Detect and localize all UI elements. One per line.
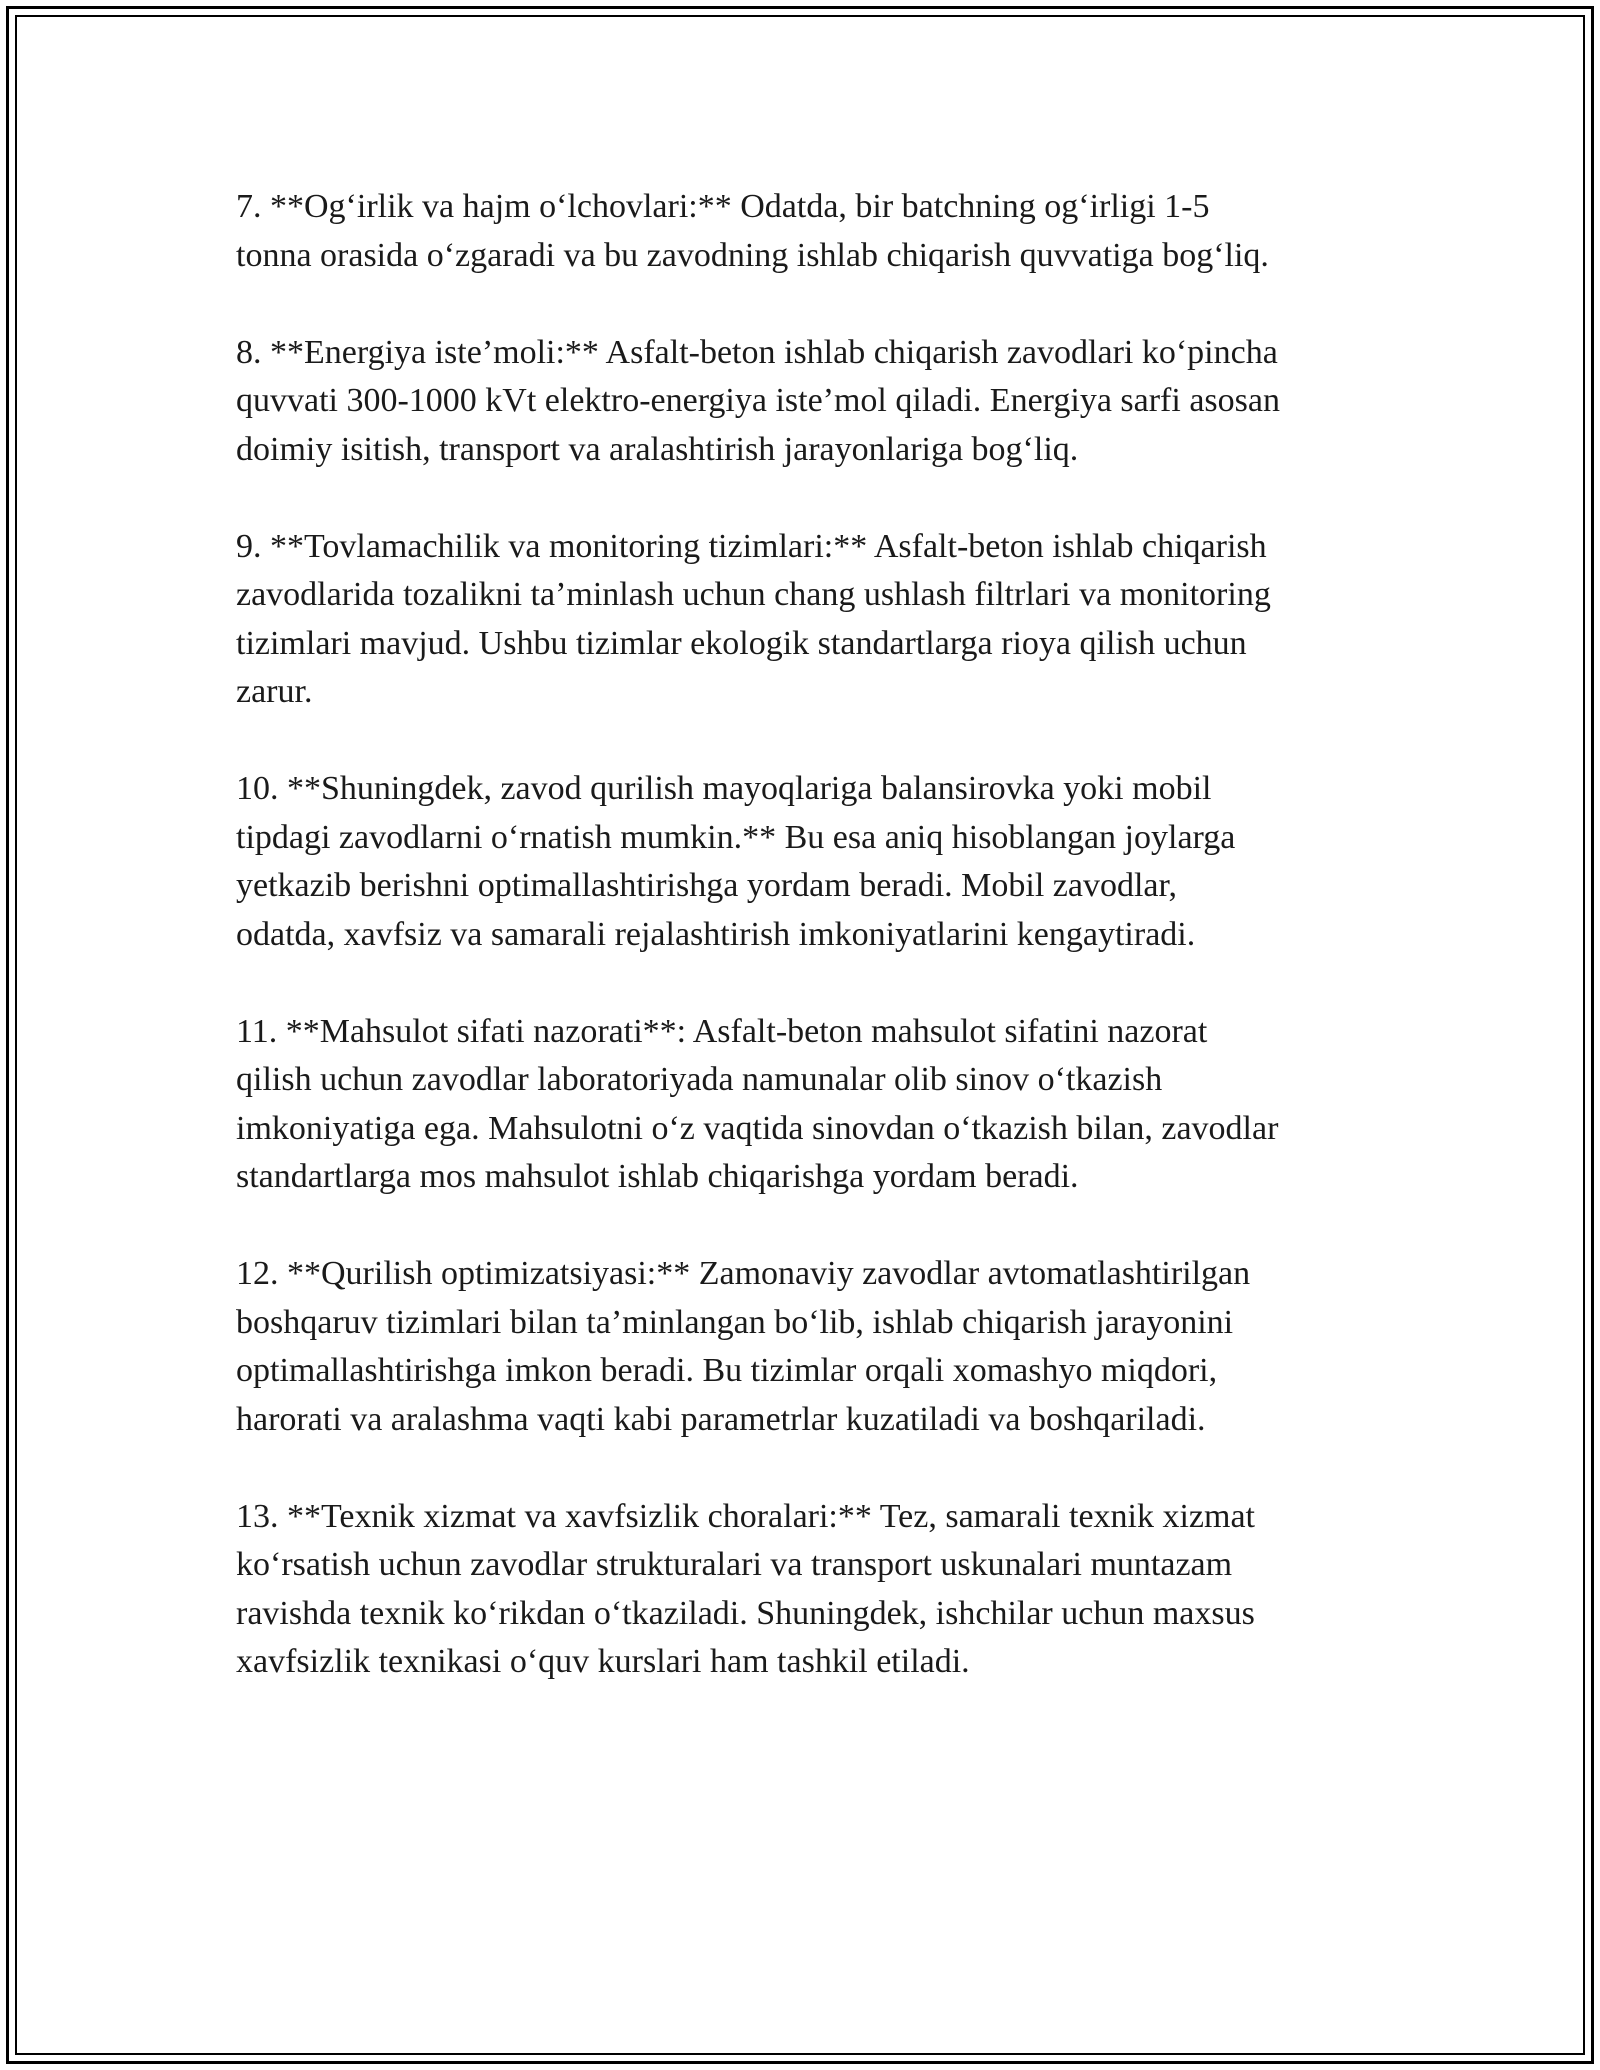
- paragraph-12: [236, 1250, 1376, 1444]
- paragraph-line: 10. **Shuningdek, zavod qurilish mayoqlariga balansirovka yoki mobil: [236, 770, 1212, 807]
- paragraph-line: ravishda texnik ko‘rikdan o‘tkaziladi. Shuningdek, ishchilar uchun maxsus: [236, 1594, 1255, 1632]
- paragraph-line: yetkazib berishni optimallashtirishga yordam beradi. Mobil zavodlar,: [236, 867, 1177, 904]
- paragraph-line: doimiy isitish, transport va aralashtirish jarayonlariga bog‘liq.: [236, 430, 1079, 468]
- paragraph-line: qilish uchun zavodlar laboratoriyada namunalar olib sinov o‘tkazish: [236, 1061, 1163, 1098]
- paragraph-line: 7. **Og‘irlik va hajm o‘lchovlari:** Odatda, bir batchning og‘irligi 1-5: [236, 188, 1210, 225]
- paragraph-line: tipdagi zavodlarni o‘rnatish mumkin.** Bu esa aniq hisoblangan joylarga: [236, 818, 1236, 856]
- paragraph-line: boshqaruv tizimlari bilan ta’minlangan bo‘lib, ishlab chiqarish jarayonini: [236, 1303, 1234, 1341]
- paragraph-line: odatda, xavfsiz va samarali rejalashtirish imkoniyatlarini kengaytiradi.: [236, 915, 1196, 953]
- paragraph-line: 12. **Qurilish optimizatsiyasi:** Zamonaviy zavodlar avtomatlashtirilgan: [236, 1255, 1251, 1292]
- paragraph-line: 9. **Tovlamachilik va monitoring tizimlari:** Asfalt-beton ishlab chiqarish: [236, 527, 1267, 565]
- paragraph-line: 11. **Mahsulot sifati nazorati**: Asfalt-beton mahsulot sifatini nazorat: [236, 1012, 1208, 1050]
- paragraph-line: tizimlari mavjud. Ushbu tizimlar ekologik standartlarga rioya qilish uchun: [236, 624, 1247, 662]
- paragraph-9: [236, 523, 1376, 717]
- paragraph-line: zavodlarida tozalikni ta’minlash uchun chang ushlash filtrlari va monitoring: [236, 576, 1271, 613]
- paragraph-10: [236, 765, 1376, 959]
- paragraph-line: quvvati 300-1000 kVt elektro-energiya iste’mol qiladi. Energiya sarfi asosan: [236, 382, 1280, 419]
- paragraph-11: [236, 1008, 1376, 1202]
- paragraph-line: harorati va aralashma vaqti kabi parametrlar kuzatiladi va boshqariladi.: [236, 1400, 1206, 1438]
- paragraph-line: 13. **Texnik xizmat va xavfsizlik choralari:** Tez, samarali texnik xizmat: [236, 1497, 1256, 1535]
- paragraph-line: tonna orasida o‘zgaradi va bu zavodning ishlab chiqarish quvvatiga bog‘liq.: [236, 236, 1269, 274]
- paragraph-line: ko‘rsatish uchun zavodlar strukturalari va transport uskunalari muntazam: [236, 1546, 1233, 1583]
- paragraph-13: [236, 1493, 1376, 1687]
- paragraph-line: standartlarga mos mahsulot ishlab chiqarishga yordam beradi.: [236, 1158, 1079, 1195]
- paragraph-line: 8. **Energiya iste’moli:** Asfalt-beton ishlab chiqarish zavodlari ko‘pincha: [236, 333, 1278, 371]
- paragraph-7: [236, 183, 1376, 280]
- paragraph-line: optimallashtirishga imkon beradi. Bu tizimlar orqali xomashyo miqdori,: [236, 1352, 1218, 1389]
- paragraph-line: zarur.: [236, 673, 313, 710]
- paragraph-line: xavfsizlik texnikasi o‘quv kurslari ham tashkil etiladi.: [236, 1643, 970, 1680]
- paragraph-8: [236, 329, 1376, 475]
- paragraph-line: imkoniyatiga ega. Mahsulotni o‘z vaqtida sinovdan o‘tkazish bilan, zavodlar: [236, 1109, 1279, 1147]
- document-body: [236, 183, 1376, 1735]
